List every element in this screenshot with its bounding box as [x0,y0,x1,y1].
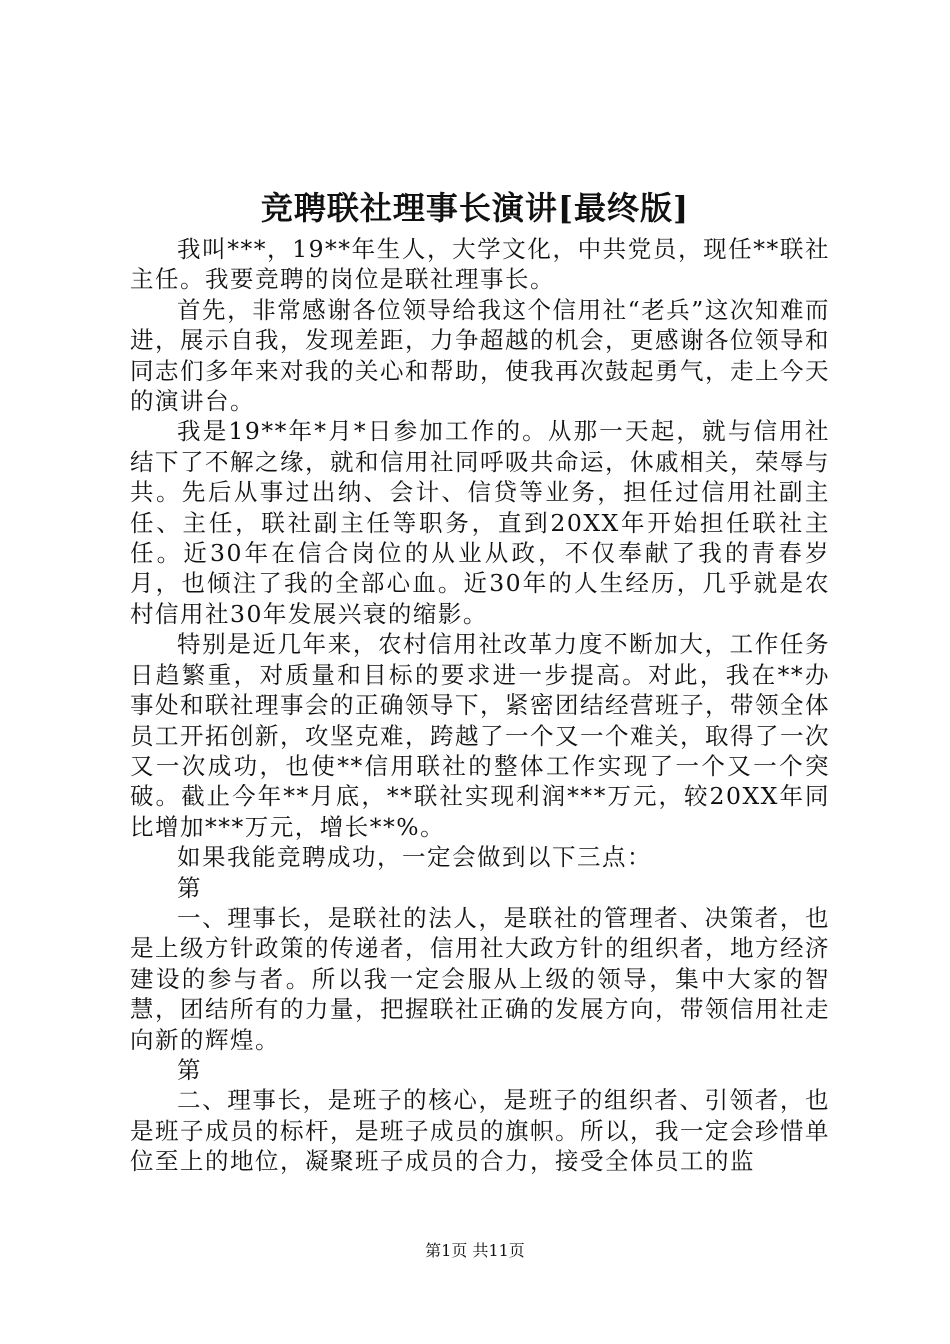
page-footer: 第1页 共11页 [425,1241,525,1260]
paragraph: 首先，非常感谢各位领导给我这个信用社“老兵”这次知难而进，展示自我，发现差距，力争超越的机会，更感谢各位领导和同志们多年来对我的关心和帮助，使我再次鼓起勇气，走上今天的演讲台。 [130,295,830,416]
paragraph: 如果我能竞聘成功，一定会做到以下三点： [177,843,652,872]
paragraph: 第 [177,1055,202,1084]
paragraph: 我叫***，19**年生人，大学文化，中共党员，现任**联社主任。我要竞聘的岗位是联社理事长。 [130,235,830,294]
paragraph: 一、理事长，是联社的法人，是联社的管理者、决策者，也是上级方针政策的传递者，信用社大政方针的组织者，地方经济建设的参与者。所以我一定会服从上级的领导，集中大家的智慧，团结所有的力量，把握联社正确的发展方向，带领信用社走向新的辉煌。 [130,903,830,1054]
document-body [130,234,830,1177]
paragraph: 特别是近几年来，农村信用社改革力度不断加大，工作任务日趋繁重，对质量和目标的要求进一步提高。对此，我在**办事处和联社理事会的正确领导下，紧密团结经营班子，带领全体员工开拓创新，攻坚克难，跨越了一个又一个难关，取得了一次又一次成功，也使**信用联社的整体工作实现了一个又一个突破。截止今年**月底，**联社实现利润***万元，较20XX年同比增加***万元，增长**%。 [130,630,830,841]
paragraph: 二、理事长，是班子的核心，是班子的组织者、引领者，也是班子成员的标杆，是班子成员的旗帜。所以，我一定会珍惜单位至上的地位，凝聚班子成员的合力，接受全体员工的监 [130,1086,830,1176]
document-title: 竞聘联社理事长演讲[最终版] [260,189,690,227]
paragraph: 第 [177,873,202,902]
paragraph: 我是19**年*月*日参加工作的。从那一天起，就与信用社结下了不解之缘，就和信用社同呼吸共命运，休戚相关，荣辱与共。先后从事过出纳、会计、信贷等业务，担任过信用社副主任、主任，联社副主任等职务，直到20XX年开始担任联社主任。近30年在信合岗位的从业从政，不仅奉献了我的青春岁月，也倾注了我的全部心血。近30年的人生经历，几乎就是农村信用社30年发展兴衰的缩影。 [130,417,830,628]
